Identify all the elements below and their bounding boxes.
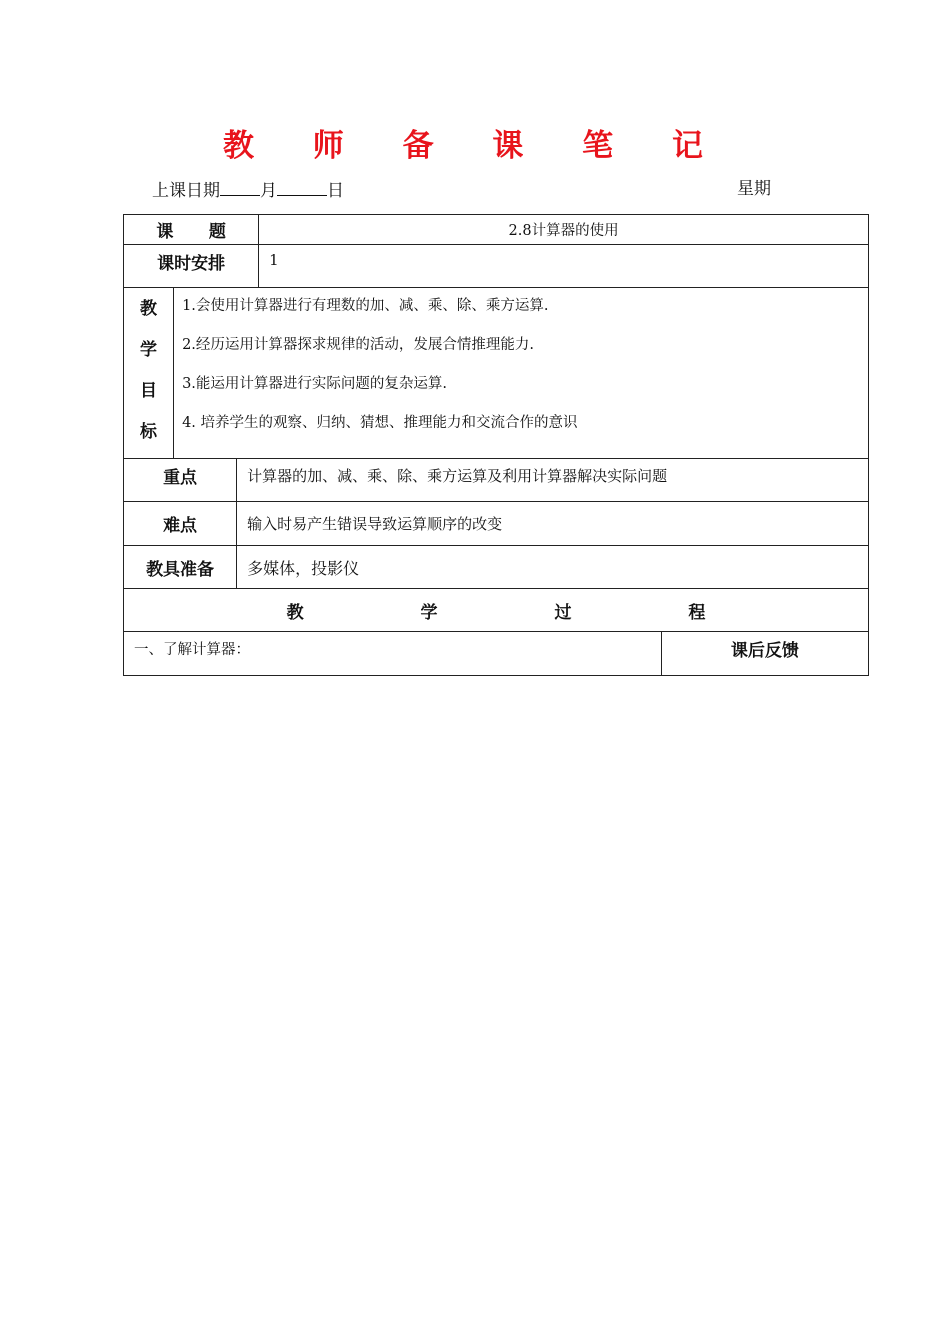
month-label: 月 [260,181,277,201]
process-heading-char: 过 [554,602,572,623]
process-heading-char: 学 [420,602,438,623]
objectives-label [124,288,174,459]
materials-row [124,546,869,589]
hours-row [124,245,869,288]
topic-row [124,215,869,245]
topic-label: 课 题 [124,215,259,245]
month-blank [220,178,260,196]
key-point-label: 重点 [124,459,237,502]
objective-item: 2.经历运用计算器探求规律的活动，发展合情推理能力. [182,337,535,353]
difficulty-row [124,502,869,546]
objectives-list [174,288,869,459]
objectives-label-char: 目 [140,381,158,401]
process-heading-char: 程 [688,602,706,623]
page-title: 教 师 备 课 笔 记 [223,128,727,164]
materials-value: 多媒体，投影仪 [237,546,869,589]
hours-label: 课时安排 [124,245,259,288]
lesson-plan-table [123,214,869,676]
objectives-label-char: 教 [140,299,158,319]
objective-item: 1.会使用计算器进行有理数的加、减、乘、除、乘方运算. [182,298,549,314]
topic-value: 2.8计算器的使用 [259,215,869,245]
process-row [124,632,869,676]
date-label: 上课日期 [152,181,220,201]
objectives-label-char: 标 [140,422,158,442]
materials-label: 教具准备 [124,546,237,589]
process-heading-row [124,589,869,632]
objective-item: 3.能运用计算器进行实际问题的复杂运算. [182,376,448,392]
objectives-label-char: 学 [140,340,158,360]
hours-value: 1 [259,245,869,288]
feedback-label: 课后反馈 [661,632,868,676]
day-label: 日 [327,181,344,201]
process-heading-char: 教 [286,602,304,623]
weekday-label: 星期 [737,179,771,199]
process-heading [124,589,869,632]
class-date-line [152,178,344,202]
key-point-row [124,459,869,502]
key-point-value: 计算器的加、减、乘、除、乘方运算及利用计算器解决实际问题 [237,459,869,502]
process-first-section: 一、了解计算器： [124,632,662,676]
day-blank [277,178,327,196]
objectives-row [124,288,869,459]
difficulty-value: 输入时易产生错误导致运算顺序的改变 [237,502,869,546]
objective-item: 4. 培养学生的观察、归纳、猜想、推理能力和交流合作的意识 [182,415,578,431]
difficulty-label: 难点 [124,502,237,546]
